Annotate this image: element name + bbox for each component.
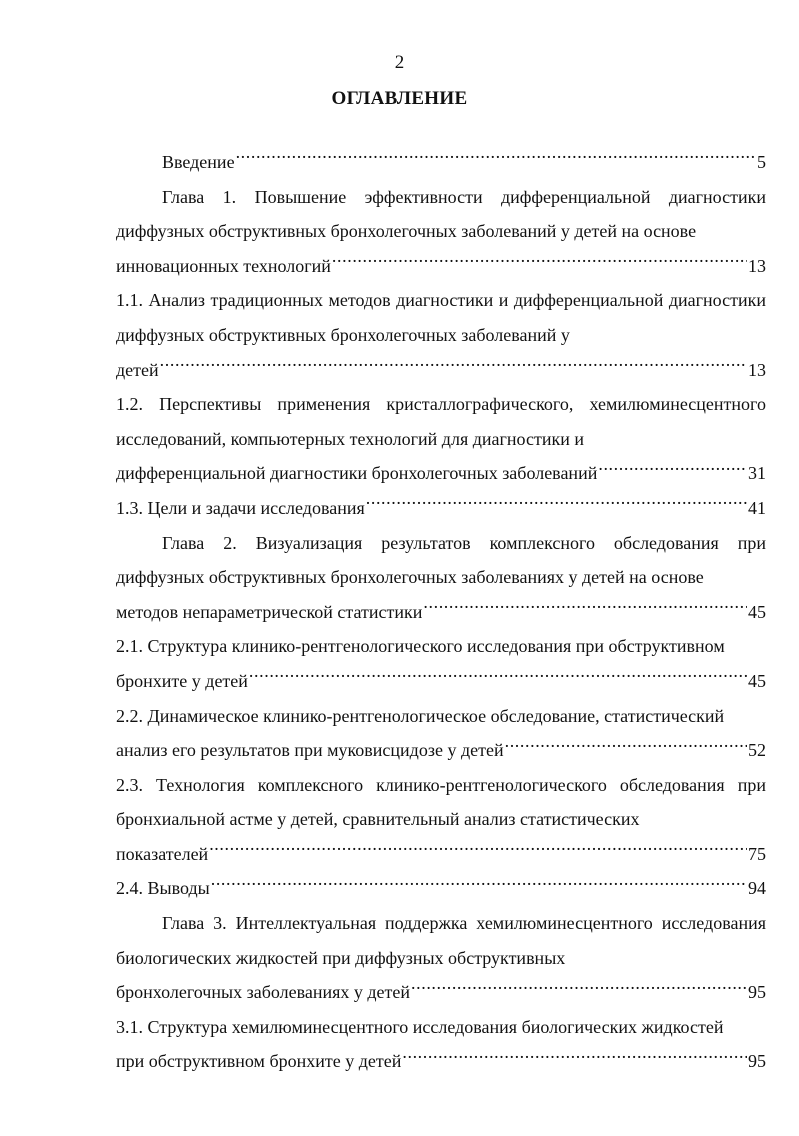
toc-entry-title-end: бронхите у детей: [116, 670, 248, 691]
toc-entry: [116, 180, 766, 284]
toc-entry-line: [116, 249, 766, 284]
dot-leader: [366, 496, 747, 514]
toc-entry-text: 3.1. Структура хемилюминесцентного исследования биологических жидкостей: [116, 1016, 724, 1037]
dot-leader: [160, 358, 747, 376]
toc-entry-text: Глава 1. Повышение эффективности дифференциальной диагностики диффузных обструктивных бронхолегочных заболеваний у детей на основе: [116, 186, 766, 242]
toc-entry: [116, 145, 766, 180]
toc-entry-line: [116, 456, 766, 491]
toc-entry-line: [116, 353, 766, 388]
toc-entry-line: [116, 664, 766, 699]
toc-page-number: 45: [748, 670, 766, 691]
toc-entry-line: [116, 595, 766, 630]
dot-leader: [332, 254, 747, 272]
toc-entry-title-end: методов непараметрической статистики: [116, 601, 423, 622]
page-number: 2: [394, 52, 405, 73]
toc-entry: [116, 491, 766, 526]
toc-entry-title-end: инновационных технологий: [116, 255, 331, 276]
toc-entry-text: 2.3. Технология комплексного клинико-рентгенологического обследования при бронхиальной астме у детей, сравнительный анализ статистических: [116, 774, 766, 830]
toc-entry-line: [116, 1044, 766, 1079]
table-of-contents: [116, 145, 766, 1079]
toc-entry-line: [116, 733, 766, 768]
toc-entry: [116, 871, 766, 906]
toc-entry: [116, 699, 766, 768]
toc-entry: [116, 629, 766, 698]
toc-entry-text: 1.2. Перспективы применения кристаллографического, хемилюминесцентного исследований, компьютерных технологий для диагностики и: [116, 394, 766, 449]
toc-page-number: 5: [757, 152, 766, 172]
dot-leader: [236, 150, 756, 168]
toc-entry-title-end: при обструктивном бронхите у детей: [116, 1051, 402, 1072]
toc-entry-text: Глава 2. Визуализация результатов комплексного обследования при диффузных обструктивных бронхолегочных заболеваниях у детей на основе: [116, 532, 766, 588]
toc-entry-line: [116, 975, 766, 1010]
dot-leader: [249, 669, 747, 687]
toc-entry-text: 1.1. Анализ традиционных методов диагностики и дифференциальной диагностики диффузных обструктивных бронхолегочных заболеваний у: [116, 290, 766, 345]
toc-entry: [116, 1010, 766, 1079]
dot-leader: [423, 600, 747, 618]
toc-page-number: 52: [748, 740, 766, 761]
toc-entry-text: 2.2. Динамическое клинико-рентгенологическое обследование, статистический: [116, 705, 725, 726]
toc-entry-title-end: детей: [116, 359, 159, 380]
toc-entry-line: [116, 871, 766, 906]
dot-leader: [211, 876, 747, 894]
toc-page-number: 95: [748, 1051, 766, 1072]
toc-entry-line: [116, 491, 766, 526]
dot-leader: [411, 980, 747, 998]
toc-page-number: 41: [748, 497, 766, 518]
toc-page-number: 95: [748, 982, 766, 1003]
dot-leader: [402, 1049, 747, 1067]
toc-entry-title-end: показателей: [116, 843, 209, 864]
dot-leader: [505, 738, 747, 756]
toc-entry-line: [116, 145, 766, 180]
toc-page-number: 94: [748, 878, 766, 899]
toc-entry: [116, 387, 766, 491]
toc-entry-line: [116, 837, 766, 872]
toc-entry-title-end: анализ его результатов при муковисцидозе у детей: [116, 740, 504, 761]
toc-entry: [116, 283, 766, 387]
toc-entry: [116, 768, 766, 872]
page-title: ОГЛАВЛЕНИЕ: [331, 88, 468, 109]
dot-leader: [209, 842, 747, 860]
toc-entry-text: 2.1. Структура клинико-рентгенологического исследования при обструктивном: [116, 636, 725, 657]
toc-page-number: 75: [748, 843, 766, 864]
toc-entry-title-end: дифференциальной диагностики бронхолегочных заболеваний: [116, 463, 598, 484]
toc-entry-title-end: 1.3. Цели и задачи исследования: [116, 497, 365, 518]
toc-page-number: 13: [748, 255, 766, 276]
toc-entry-title-end: Введение: [162, 152, 235, 172]
toc-entry: [116, 526, 766, 630]
dot-leader: [598, 461, 747, 479]
toc-entry-text: Глава 3. Интеллектуальная поддержка хемилюминесцентного исследования биологических жидкостей при диффузных обструктивных: [116, 913, 766, 968]
toc-entry-title-end: 2.4. Выводы: [116, 878, 210, 899]
toc-page-number: 31: [748, 463, 766, 484]
toc-entry-title-end: бронхолегочных заболеваниях у детей: [116, 982, 411, 1003]
toc-page-number: 13: [748, 359, 766, 380]
toc-entry: [116, 906, 766, 1010]
toc-page-number: 45: [748, 601, 766, 622]
